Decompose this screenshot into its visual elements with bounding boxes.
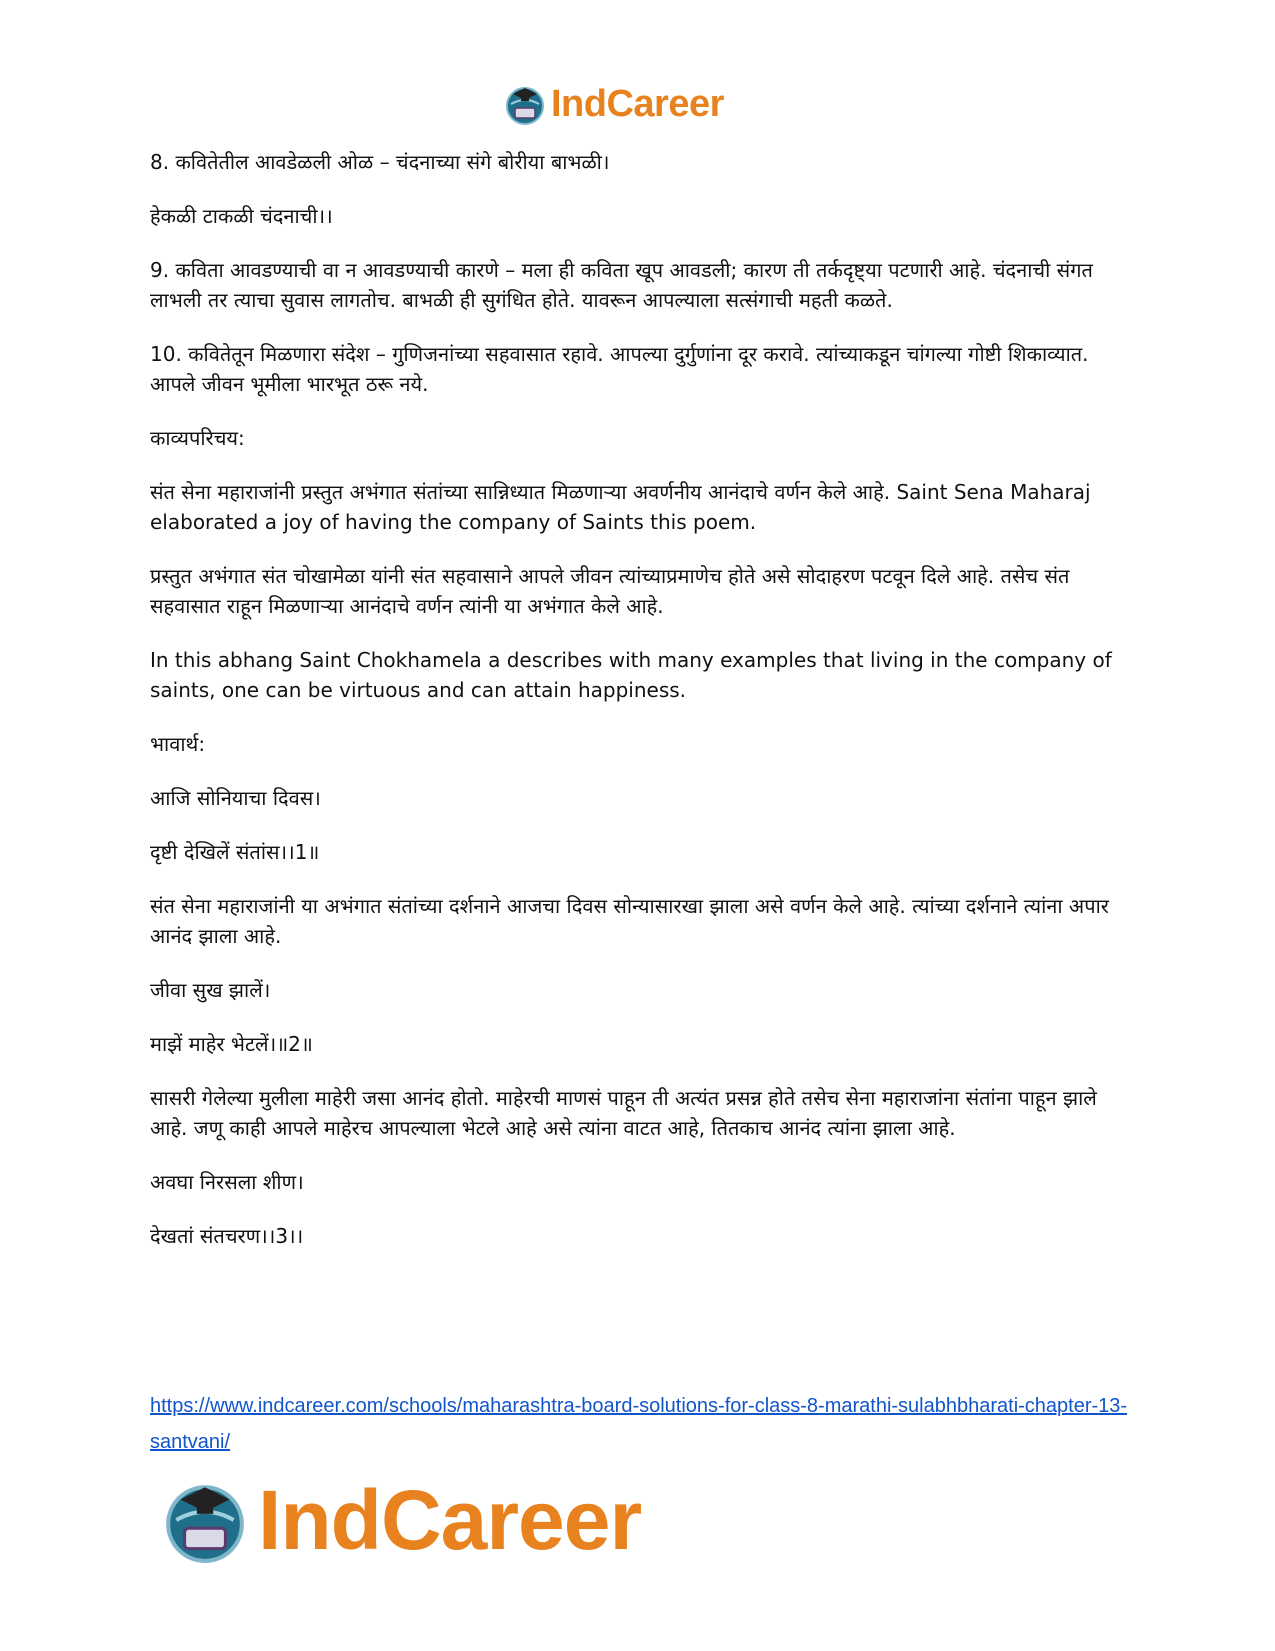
poem-intro-paragraph-2: प्रस्तुत अभंगात संत चोखामेळा यांनी संत सहवासाने आपले जीवन त्यांच्याप्रमाणेच होते असे सोदाहरण पटवून दिले आहे. तसेच संत सहवासात राहून मिळणाऱ्या आनंदाचे वर्णन त्यांनी या अभंगात केले आहे. bbox=[150, 564, 1070, 618]
verse-line: देखतां संतचरण।।3।। bbox=[150, 1224, 304, 1248]
graduation-globe-icon bbox=[503, 82, 547, 126]
answer-10: 10. कवितेतून मिळणारा संदेश – गुणिजनांच्या सहवासात रहावे. आपल्या दुर्गुणांना दूर करावे. त्यांच्याकडून चांगल्या गोष्टी शिकाव्यात. आपले जीवन भूमीला भारभूत ठरू नये. bbox=[150, 342, 1089, 396]
graduation-globe-icon bbox=[160, 1475, 250, 1565]
footer-logo-text: IndCareer bbox=[258, 1472, 642, 1567]
source-link[interactable]: https://www.indcareer.com/schools/maharashtra-board-solutions-for-class-8-marathi-sulabhbharati-chapter-13-santvani/ bbox=[150, 1395, 1128, 1453]
header-logo bbox=[503, 80, 724, 128]
poem-intro-english: In this abhang Saint Chokhamela a describes with many examples that living in the company of saints, one can be virtuous and can attain happiness. bbox=[150, 648, 1112, 702]
answer-8: 8. कवितेतील आवडेळली ओळ – चंदनाच्या संगे बोरीया बाभळी। bbox=[150, 150, 610, 174]
verse-line: दृष्टी देखिलें संतांस।।1॥ bbox=[150, 840, 320, 864]
answer-8-line-2: हेकळी टाकळी चंदनाची।। bbox=[150, 204, 333, 228]
verse-line: माझें माहेर भेटलें।॥2॥ bbox=[150, 1032, 313, 1056]
verse-explanation: सासरी गेलेल्या मुलीला माहेरी जसा आनंद होतो. माहेरची माणसं पाहून ती अत्यंत प्रसन्न होते तसेच सेना महाराजांना संतांना पाहून झाले आहे. जणू काही आपले माहेरच आपल्याला भेटले आहे असे त्यांना वाटत आहे, तितकाच आनंद त्यांना झाला आहे. bbox=[150, 1086, 1097, 1140]
answer-9: 9. कविता आवडण्याची वा न आवडण्याची कारणे – मला ही कविता खूप आवडली; कारण ती तर्कदृष्ट्या पटणारी आहे. चंदनाची संगत लाभली तर त्याचा सुवास लागतोच. बाभळी ही सुगंधित होते. यावरून आपल्याला सत्संगाची महती कळते. bbox=[150, 258, 1093, 312]
verse-line: आजि सोनियाचा दिवस। bbox=[150, 786, 321, 810]
verse-explanation: संत सेना महाराजांनी या अभंगात संतांच्या दर्शनाने आजचा दिवस सोन्यासारखा झाला असे वर्णन केले आहे. त्यांच्या दर्शनाने त्यांना अपार आनंद झाला आहे. bbox=[150, 894, 1109, 948]
verse-line: जीवा सुख झालें। bbox=[150, 978, 271, 1002]
section-heading-poem-intro: काव्यपरिचय: bbox=[150, 426, 245, 450]
footer-logo bbox=[160, 1470, 641, 1570]
poem-intro-paragraph: संत सेना महाराजांनी प्रस्तुत अभंगात संतांच्या सान्निध्यात मिळणाऱ्या अवर्णनीय आनंदाचे वर्णन केले आहे. Saint Sena Maharaj elaborated a joy of having the company of Saints this poem. bbox=[150, 480, 1091, 534]
verse-line: अवघा निरसला शीण। bbox=[150, 1170, 304, 1194]
section-heading-meaning: भावार्थ: bbox=[150, 732, 206, 756]
header-logo-text: IndCareer bbox=[551, 82, 724, 125]
source-link-block bbox=[150, 1388, 1135, 1460]
document-body bbox=[150, 147, 1135, 1275]
